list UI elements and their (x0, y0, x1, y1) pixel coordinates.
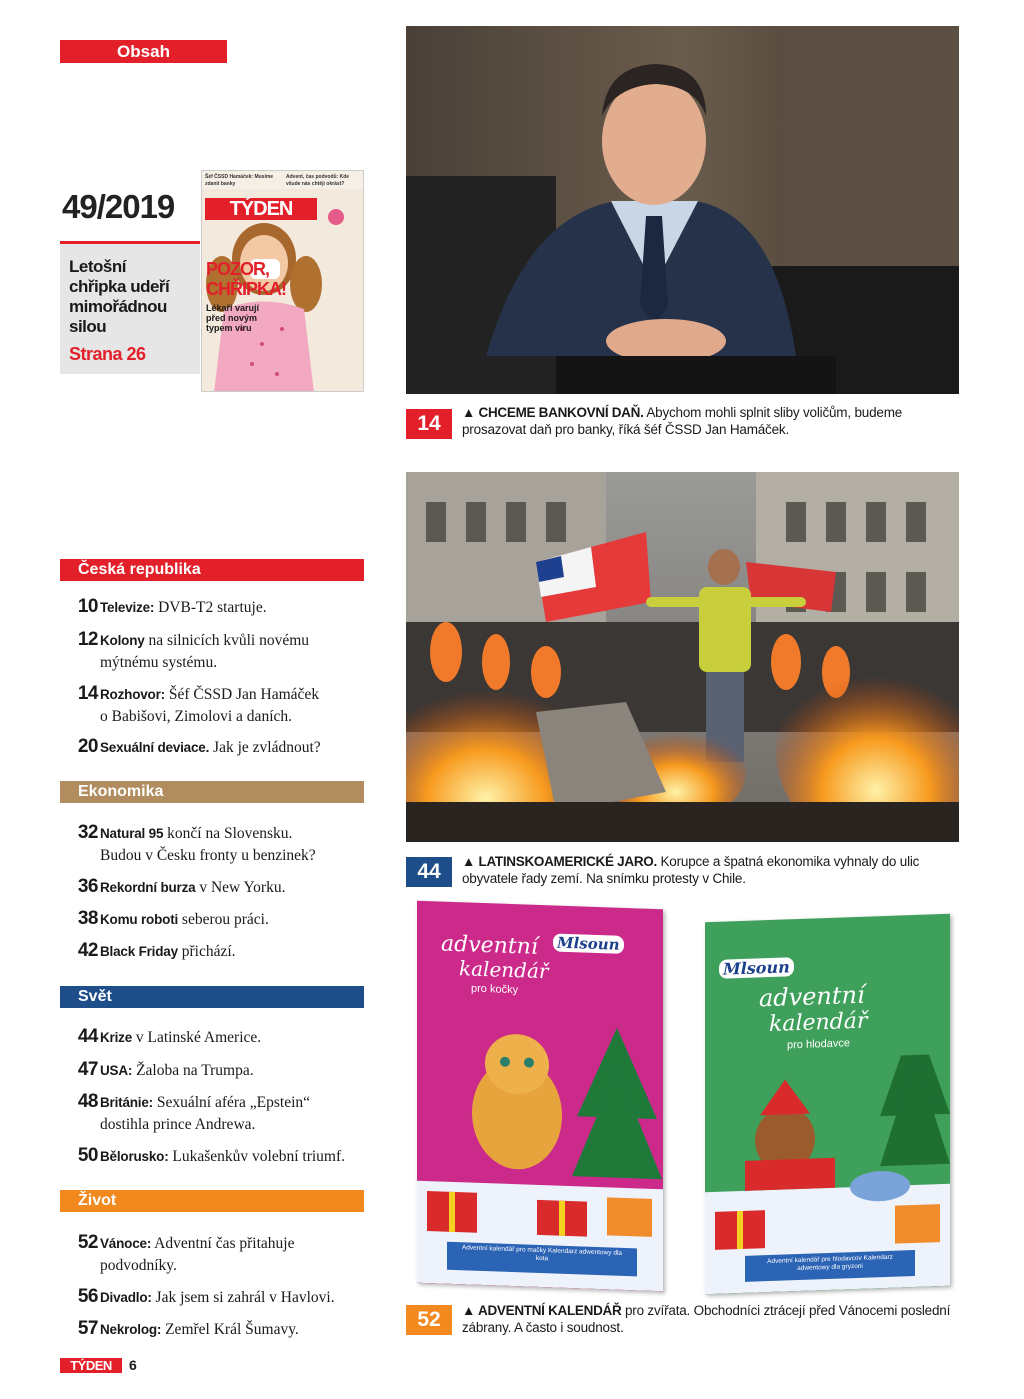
section-svet-title: Svět (78, 988, 112, 1005)
section-cz-title: Česká republika (78, 561, 201, 578)
section-svet (60, 986, 364, 1008)
section-header-obsah (60, 40, 227, 63)
photo-badge-14: 14 (406, 409, 452, 439)
cover-thumbnail[interactable] (201, 170, 364, 392)
section-cz (60, 559, 364, 581)
calendar-left (417, 901, 663, 1292)
photo-hamacek (406, 26, 959, 394)
section-zivot (60, 1190, 364, 1212)
calendar-left-brand: Mlsoun (553, 933, 624, 953)
section-zivot-title: Život (78, 1192, 117, 1209)
calendar-right (705, 914, 950, 1295)
photo-caption-44: ▲ LATINSKOAMERICKÉ JARO. Korupce a špatná ekonomika vyhnaly do ulic obyvatele řady zemí. Na snímku protesty v Chile. (462, 854, 920, 886)
calendar-left-title-2: kalendář (459, 956, 549, 984)
photo-badge-44: 44 (406, 857, 452, 887)
calendar-right-title-2: kalendář (769, 1008, 868, 1038)
obsah-label: Obsah (117, 42, 170, 61)
calendar-left-subtitle: pro kočky (471, 982, 519, 997)
calendar-right-subtitle: pro hlodavce (787, 1037, 850, 1052)
calendar-right-title-1: adventní (759, 980, 865, 1013)
page-number: 6 (129, 1357, 137, 1373)
cover-top-right: Advent, čas podvodů: Kde všude nás chtějí okrást? (286, 174, 350, 187)
cover-subline: Lékaři varují před novým typem viru (206, 303, 260, 333)
issue-number: 49/2019 (62, 188, 175, 225)
footer-logo: TÝDEN (60, 1358, 122, 1373)
teaser-page: Strana 26 (69, 344, 146, 364)
teaser-box (60, 244, 200, 374)
cover-brand: TÝDEN (205, 198, 317, 220)
section-ekonomika (60, 781, 364, 803)
calendar-left-ribbon: Adventní kalendář pro mačky Kalendarz adwentowy dla kota (461, 1244, 623, 1263)
photo-caption-14: ▲ CHCEME BANKOVNÍ DAŇ. Abychom mohli splnit sliby voličům, budeme prosazovat daň pro banky, říká šéf ČSSD Jan Hamáček. (462, 405, 903, 437)
calendar-right-ribbon: Adventní kalendář pre hlodavcov Kalendarz adwentowy dla gryzoni (767, 1253, 893, 1273)
section-ekonomika-title: Ekonomika (78, 783, 164, 800)
calendar-right-brand: Mlsoun (719, 957, 794, 979)
photo-badge-52: 52 (406, 1305, 452, 1335)
cover-top-left: Šéf ČSSD Hamáček: Musíme zdanit banky (205, 174, 274, 187)
cover-headline-1: POZOR, (206, 259, 270, 279)
teaser-text: Letošní chřipka udeří mimořádnou silou (69, 257, 170, 336)
cover-headline-2: CHŘIPKA! (206, 279, 286, 299)
photo-chile-protest (406, 472, 959, 842)
calendar-left-title-1: adventní (441, 931, 538, 960)
photo-caption-52: ▲ ADVENTNÍ KALENDÁŘ pro zvířata. Obchodníci ztrácejí před Vánocemi poslední zábrany. A často i soudnost. (462, 1303, 951, 1335)
